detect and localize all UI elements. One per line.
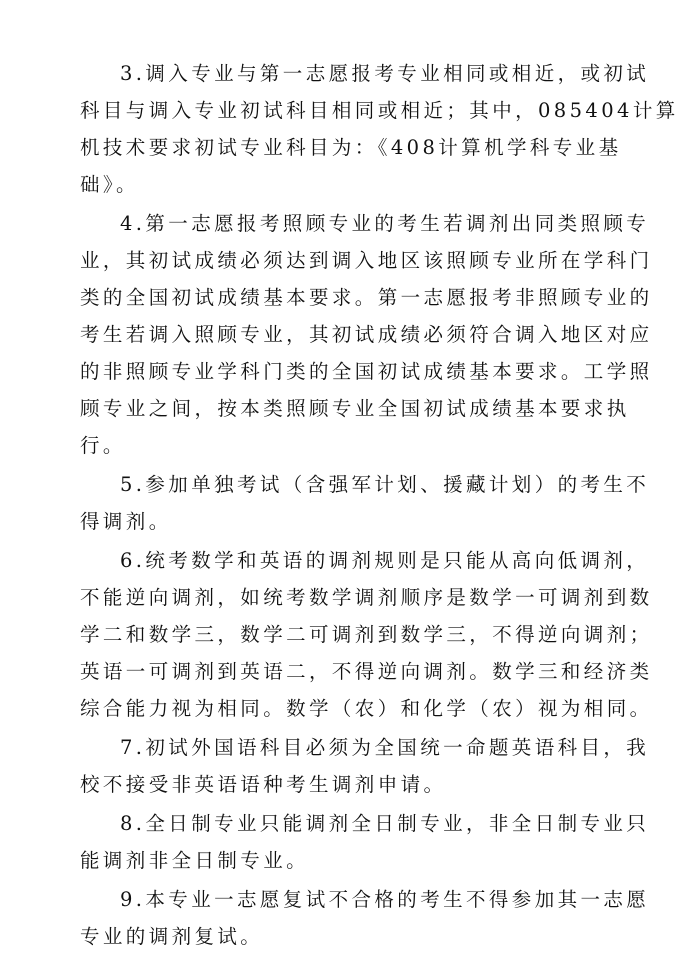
- paragraph-rule-4: [80, 205, 653, 464]
- paragraph-rule-8: [80, 805, 650, 879]
- text-line: 考生若调入照顾专业，其初试成绩必须符合调入地区对应: [80, 323, 653, 346]
- text-line: 机技术要求初试专业科目为：《408计算机学科专业基: [80, 136, 622, 159]
- document-body: [80, 55, 679, 957]
- text-line: 4.第一志愿报考照顾专业的考生若调剂出同类照顾专: [120, 212, 650, 235]
- paragraph-rule-3: [80, 55, 679, 203]
- text-line: 8.全日制专业只能调剂全日制专业，非全日制专业只: [120, 812, 650, 835]
- paragraph-rule-6: [80, 542, 653, 727]
- text-line: 类的全国初试成绩基本要求。第一志愿报考非照顾专业的: [80, 286, 653, 309]
- text-line: 行。: [80, 434, 126, 457]
- text-line: 7.初试外国语科目必须为全国统一命题英语科目，我: [120, 736, 650, 759]
- text-line: 顾专业之间，按本类照顾专业全国初试成绩基本要求执: [80, 397, 630, 420]
- text-line: 不能逆向调剂，如统考数学调剂顺序是数学一可调剂到数: [80, 586, 653, 609]
- text-line: 9.本专业一志愿复试不合格的考生不得参加其一志愿: [120, 888, 650, 911]
- text-line: 英语一可调剂到英语二，不得逆向调剂。数学三和经济类: [80, 660, 653, 683]
- text-line: 的非照顾专业学科门类的全国初试成绩基本要求。工学照: [80, 360, 653, 383]
- text-line: 综合能力视为相同。数学（农）和化学（农）视为相同。: [80, 697, 653, 720]
- paragraph-rule-7: [80, 729, 650, 803]
- text-line: 础》。: [80, 173, 139, 196]
- text-line: 3.调入专业与第一志愿报考专业相同或相近，或初试: [120, 62, 650, 85]
- text-line: 能调剂非全日制专业。: [80, 849, 310, 872]
- text-line: 得调剂。: [80, 510, 172, 533]
- text-line: 学二和数学三，数学二可调剂到数学三，不得逆向调剂；: [80, 623, 653, 646]
- text-line: 业，其初试成绩必须达到调入地区该照顾专业所在学科门: [80, 249, 653, 272]
- text-line: 科目与调入专业初试科目相同或相近；其中，085404计算: [80, 99, 679, 122]
- text-line: 校不接受非英语语种考生调剂申请。: [80, 773, 447, 796]
- text-line: 专业的调剂复试。: [80, 925, 264, 948]
- text-line: 5.参加单独考试（含强军计划、援藏计划）的考生不: [120, 473, 650, 496]
- text-line: 6.统考数学和英语的调剂规则是只能从高向低调剂，: [120, 549, 650, 572]
- paragraph-rule-5: [80, 466, 650, 540]
